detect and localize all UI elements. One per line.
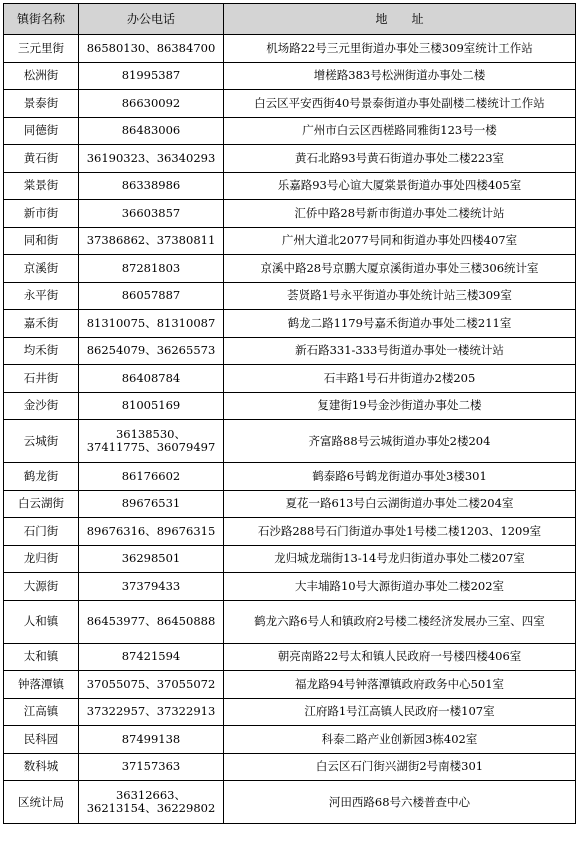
cell-phone: 86580130、86384700 <box>79 35 224 63</box>
cell-name: 民科园 <box>4 726 79 754</box>
cell-name: 数科城 <box>4 753 79 781</box>
cell-address: 汇侨中路28号新市街道办事处二楼统计站 <box>224 200 576 228</box>
cell-phone: 86176602 <box>79 463 224 491</box>
cell-phone: 86254079、36265573 <box>79 337 224 365</box>
header-phone: 办公电话 <box>79 4 224 35</box>
cell-address: 黄石北路93号黄石街道办事处二楼223室 <box>224 145 576 173</box>
table-row <box>4 698 576 726</box>
cell-name: 钟落潭镇 <box>4 671 79 699</box>
cell-phone: 37157363 <box>79 753 224 781</box>
cell-phone: 86453977、86450888 <box>79 600 224 643</box>
table-row <box>4 145 576 173</box>
cell-name: 龙归街 <box>4 545 79 573</box>
cell-name: 棠景街 <box>4 172 79 200</box>
cell-name: 区统计局 <box>4 781 79 824</box>
cell-address: 江府路1号江高镇人民政府一楼107室 <box>224 698 576 726</box>
cell-address: 广州市白云区西槎路同雅街123号一楼 <box>224 117 576 145</box>
cell-address: 广州大道北2077号同和街道办事处四楼407室 <box>224 227 576 255</box>
cell-address: 齐富路88号云城街道办事处2楼204 <box>224 420 576 463</box>
table-row <box>4 172 576 200</box>
table-row <box>4 200 576 228</box>
cell-address: 荟贤路1号永平街道办事处统计站三楼309室 <box>224 282 576 310</box>
cell-phone: 86408784 <box>79 365 224 393</box>
table-row <box>4 573 576 601</box>
cell-address: 石丰路1号石井街道办2楼205 <box>224 365 576 393</box>
cell-name: 京溪街 <box>4 255 79 283</box>
cell-address: 白云区平安西街40号景泰街道办事处副楼二楼统计工作站 <box>224 90 576 118</box>
cell-address: 白云区石门街兴湖街2号南楼301 <box>224 753 576 781</box>
cell-phone: 89676531 <box>79 490 224 518</box>
table-row <box>4 365 576 393</box>
cell-name: 大源街 <box>4 573 79 601</box>
cell-phone: 37322957、37322913 <box>79 698 224 726</box>
cell-name: 景泰街 <box>4 90 79 118</box>
table-row <box>4 227 576 255</box>
cell-phone: 81310075、81310087 <box>79 310 224 338</box>
cell-name: 石井街 <box>4 365 79 393</box>
cell-address: 复建街19号金沙街道办事处二楼 <box>224 392 576 420</box>
table-row <box>4 463 576 491</box>
cell-name: 永平街 <box>4 282 79 310</box>
cell-phone: 86483006 <box>79 117 224 145</box>
table-row <box>4 753 576 781</box>
header-address: 地 址 <box>224 4 576 35</box>
cell-address: 夏花一路613号白云湖街道办事处二楼204室 <box>224 490 576 518</box>
cell-phone: 81995387 <box>79 62 224 90</box>
cell-address: 福龙路94号钟落潭镇政府政务中心501室 <box>224 671 576 699</box>
cell-name: 松洲街 <box>4 62 79 90</box>
table-row <box>4 90 576 118</box>
cell-address: 石沙路288号石门街道办事处1号楼二楼1203、1209室 <box>224 518 576 546</box>
cell-name: 金沙街 <box>4 392 79 420</box>
cell-name: 三元里街 <box>4 35 79 63</box>
cell-name: 均禾街 <box>4 337 79 365</box>
cell-phone: 37055075、37055072 <box>79 671 224 699</box>
cell-address: 乐嘉路93号心谊大厦棠景街道办事处四楼405室 <box>224 172 576 200</box>
table-row <box>4 518 576 546</box>
cell-address: 鹤龙二路1179号嘉禾街道办事处二楼211室 <box>224 310 576 338</box>
table-body <box>4 35 576 824</box>
cell-name: 嘉禾街 <box>4 310 79 338</box>
cell-name: 云城街 <box>4 420 79 463</box>
table-row <box>4 337 576 365</box>
cell-phone: 36190323、36340293 <box>79 145 224 173</box>
table-row <box>4 35 576 63</box>
cell-phone: 86057887 <box>79 282 224 310</box>
cell-name: 新市街 <box>4 200 79 228</box>
cell-address: 机场路22号三元里街道办事处三楼309室统计工作站 <box>224 35 576 63</box>
cell-address: 鹤龙六路6号人和镇政府2号楼二楼经济发展办三室、四室 <box>224 600 576 643</box>
cell-name: 石门街 <box>4 518 79 546</box>
table-row <box>4 671 576 699</box>
cell-address: 新石路331-333号街道办事处一楼统计站 <box>224 337 576 365</box>
cell-phone: 36298501 <box>79 545 224 573</box>
table-header-row <box>4 4 576 35</box>
table-row <box>4 600 576 643</box>
cell-address: 鹤泰路6号鹤龙街道办事处3楼301 <box>224 463 576 491</box>
table-row <box>4 643 576 671</box>
table-row <box>4 310 576 338</box>
table-row <box>4 420 576 463</box>
cell-phone: 86630092 <box>79 90 224 118</box>
cell-phone: 36312663、36213154、36229802 <box>79 781 224 824</box>
cell-address: 河田西路68号六楼普查中心 <box>224 781 576 824</box>
cell-name: 江高镇 <box>4 698 79 726</box>
table-row <box>4 255 576 283</box>
cell-name: 鹤龙街 <box>4 463 79 491</box>
cell-address: 增槎路383号松洲街道办事处二楼 <box>224 62 576 90</box>
cell-name: 黄石街 <box>4 145 79 173</box>
table-row <box>4 726 576 754</box>
cell-phone: 81005169 <box>79 392 224 420</box>
cell-address: 京溪中路28号京鹏大厦京溪街道办事处三楼306统计室 <box>224 255 576 283</box>
cell-phone: 37379433 <box>79 573 224 601</box>
cell-name: 太和镇 <box>4 643 79 671</box>
table-row <box>4 117 576 145</box>
cell-phone: 89676316、89676315 <box>79 518 224 546</box>
office-directory-table <box>3 3 576 824</box>
cell-address: 朝亮南路22号太和镇人民政府一号楼四楼406室 <box>224 643 576 671</box>
table-row <box>4 62 576 90</box>
table-row <box>4 392 576 420</box>
cell-phone: 36603857 <box>79 200 224 228</box>
cell-name: 白云湖街 <box>4 490 79 518</box>
table-row <box>4 545 576 573</box>
header-name: 镇街名称 <box>4 4 79 35</box>
cell-name: 人和镇 <box>4 600 79 643</box>
cell-address: 科泰二路产业创新园3栋402室 <box>224 726 576 754</box>
cell-phone: 87421594 <box>79 643 224 671</box>
cell-phone: 36138530、37411775、36079497 <box>79 420 224 463</box>
cell-name: 同德街 <box>4 117 79 145</box>
cell-phone: 87499138 <box>79 726 224 754</box>
table-row <box>4 490 576 518</box>
cell-address: 大丰埔路10号大源街道办事处二楼202室 <box>224 573 576 601</box>
table-row <box>4 781 576 824</box>
cell-phone: 86338986 <box>79 172 224 200</box>
cell-phone: 87281803 <box>79 255 224 283</box>
cell-address: 龙归城龙瑞街13-14号龙归街道办事处二楼207室 <box>224 545 576 573</box>
cell-name: 同和街 <box>4 227 79 255</box>
cell-phone: 37386862、37380811 <box>79 227 224 255</box>
table-row <box>4 282 576 310</box>
